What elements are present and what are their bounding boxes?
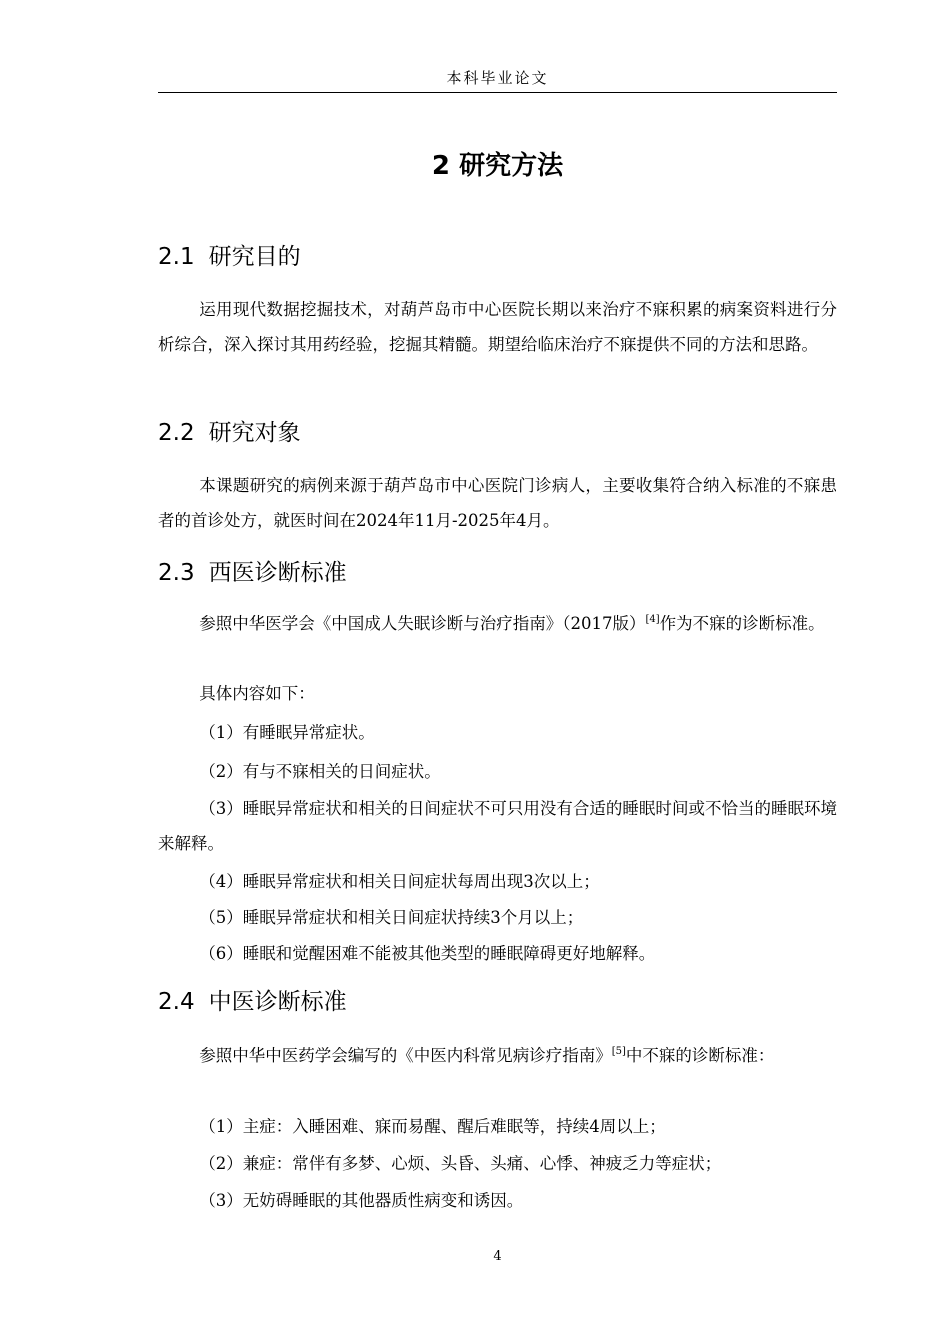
list-item: （3）睡眠异常症状和相关的日间症状不可只用没有合适的睡眠时间或不恰当的睡眠环境来解释。 bbox=[158, 799, 837, 853]
citation-ref: [5] bbox=[611, 1046, 626, 1057]
section-heading-2-3 bbox=[158, 556, 837, 590]
paragraph-text: 参照中华中医药学会编写的《中医内科常见病诊疗指南》 bbox=[199, 1046, 612, 1065]
list-item: （3）无妨碍睡眠的其他器质性病变和诱因。 bbox=[199, 1191, 524, 1210]
section-number: 2.3 bbox=[158, 560, 195, 586]
paragraph-text: 参照中华医学会《中国成人失眠诊断与治疗指南》（2017版） bbox=[199, 614, 646, 633]
body-paragraph: 具体内容如下： bbox=[199, 684, 315, 703]
list-item: （4）睡眠异常症状和相关日间症状每周出现3次以上； bbox=[199, 872, 600, 891]
header-title: 本科毕业论文 bbox=[446, 69, 549, 87]
section-heading-2-1 bbox=[158, 240, 837, 274]
section-title-text: 研究对象 bbox=[208, 420, 301, 446]
list-item: （1）主症：入睡困难、寐而易醒、醒后难眠等，持续4周以上； bbox=[199, 1117, 666, 1136]
paragraph-text: 中不寐的诊断标准： bbox=[625, 1046, 775, 1065]
body-paragraph: 运用现代数据挖掘技术，对葫芦岛市中心医院长期以来治疗不寐积累的病案资料进行分析综合，深入探讨其用药经验，挖掘其精髓。期望给临床治疗不寐提供不同的方法和思路。 bbox=[158, 300, 837, 354]
page-header bbox=[158, 66, 837, 93]
list-item: （2）兼症：常伴有多梦、心烦、头昏、头痛、心悸、神疲乏力等症状； bbox=[199, 1154, 722, 1173]
body-paragraph bbox=[158, 606, 837, 641]
chapter-title: 2 研究方法 bbox=[431, 151, 564, 181]
section-title-text: 西医诊断标准 bbox=[208, 560, 347, 586]
section-title-text: 研究目的 bbox=[208, 244, 301, 270]
section-number: 2.1 bbox=[158, 244, 195, 270]
list-item: （2）有与不寐相关的日间症状。 bbox=[199, 762, 441, 781]
list-item: （6）睡眠和觉醒困难不能被其他类型的睡眠障碍更好地解释。 bbox=[199, 944, 656, 963]
list-item: （1）有睡眠异常症状。 bbox=[199, 723, 375, 742]
page-number: 4 bbox=[493, 1249, 502, 1264]
body-paragraph bbox=[158, 1038, 837, 1073]
section-number: 2.4 bbox=[158, 989, 195, 1015]
paragraph-text: 作为不寐的诊断标准。 bbox=[659, 614, 825, 633]
section-title-text: 中医诊断标准 bbox=[208, 989, 347, 1015]
section-number: 2.2 bbox=[158, 420, 195, 446]
citation-ref: [4] bbox=[645, 614, 660, 625]
section-heading-2-2 bbox=[158, 416, 837, 450]
section-heading-2-4 bbox=[158, 985, 837, 1019]
body-paragraph: 本课题研究的病例来源于葫芦岛市中心医院门诊病人，主要收集符合纳入标准的不寐患者的首诊处方，就医时间在2024年11月-2025年4月。 bbox=[158, 476, 837, 530]
list-item: （5）睡眠异常症状和相关日间症状持续3个月以上； bbox=[199, 908, 584, 927]
